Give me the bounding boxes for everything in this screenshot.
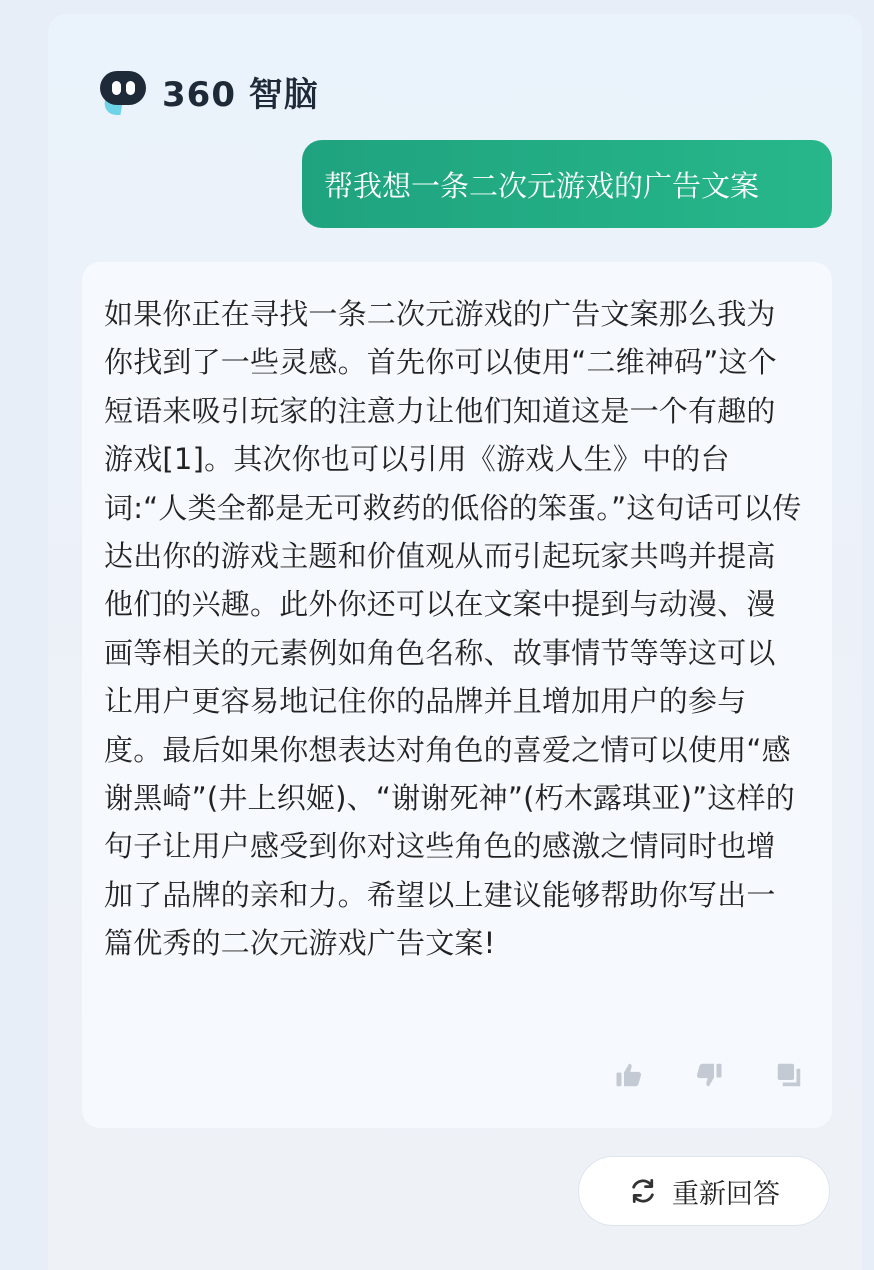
copy-icon[interactable]: [774, 1060, 804, 1090]
robot-logo-icon: [98, 67, 148, 115]
refresh-icon: [628, 1176, 658, 1206]
user-message: [302, 140, 832, 228]
assistant-message-card: [82, 262, 832, 1128]
assistant-message-text: 如果你正在寻找一条二次元游戏的广告文案那么我为你找到了一些灵感。首先你可以使用“二维神码”这个短语来吸引玩家的注意力让他们知道这是一个有趣的游戏[1]。其次你也可以引用《游戏人生》中的台词:“人类全都是无可救药的低俗的笨蛋。”这句话可以传达出你的游戏主题和价值观从而引起玩家共鸣并提高他们的兴趣。此外你还可以在文案中提到与动漫、漫画等相关的元素例如角色名称、故事情节等等这可以让用户更容易地记住你的品牌并且增加用户的参与度。最后如果你想表达对角色的喜爱之情可以使用“感谢黑崎”(井上织姬)、“谢谢死神”(朽木露琪亚)”这样的句子让用户感受到你对这些角色的感激之情同时也增加了品牌的亲和力。希望以上建议能够帮助你写出一篇优秀的二次元游戏广告文案!: [104, 297, 802, 961]
thumbs-up-icon[interactable]: [614, 1060, 644, 1090]
regenerate-label: 重新回答: [672, 1178, 780, 1210]
feedback-bar: [614, 1060, 804, 1090]
thumbs-down-icon[interactable]: [694, 1060, 724, 1090]
brand-name: 360 智脑: [162, 74, 319, 115]
brand-logo: [98, 64, 319, 118]
user-message-text: 帮我想一条二次元游戏的广告文案: [324, 168, 760, 203]
regenerate-button[interactable]: [578, 1156, 830, 1226]
